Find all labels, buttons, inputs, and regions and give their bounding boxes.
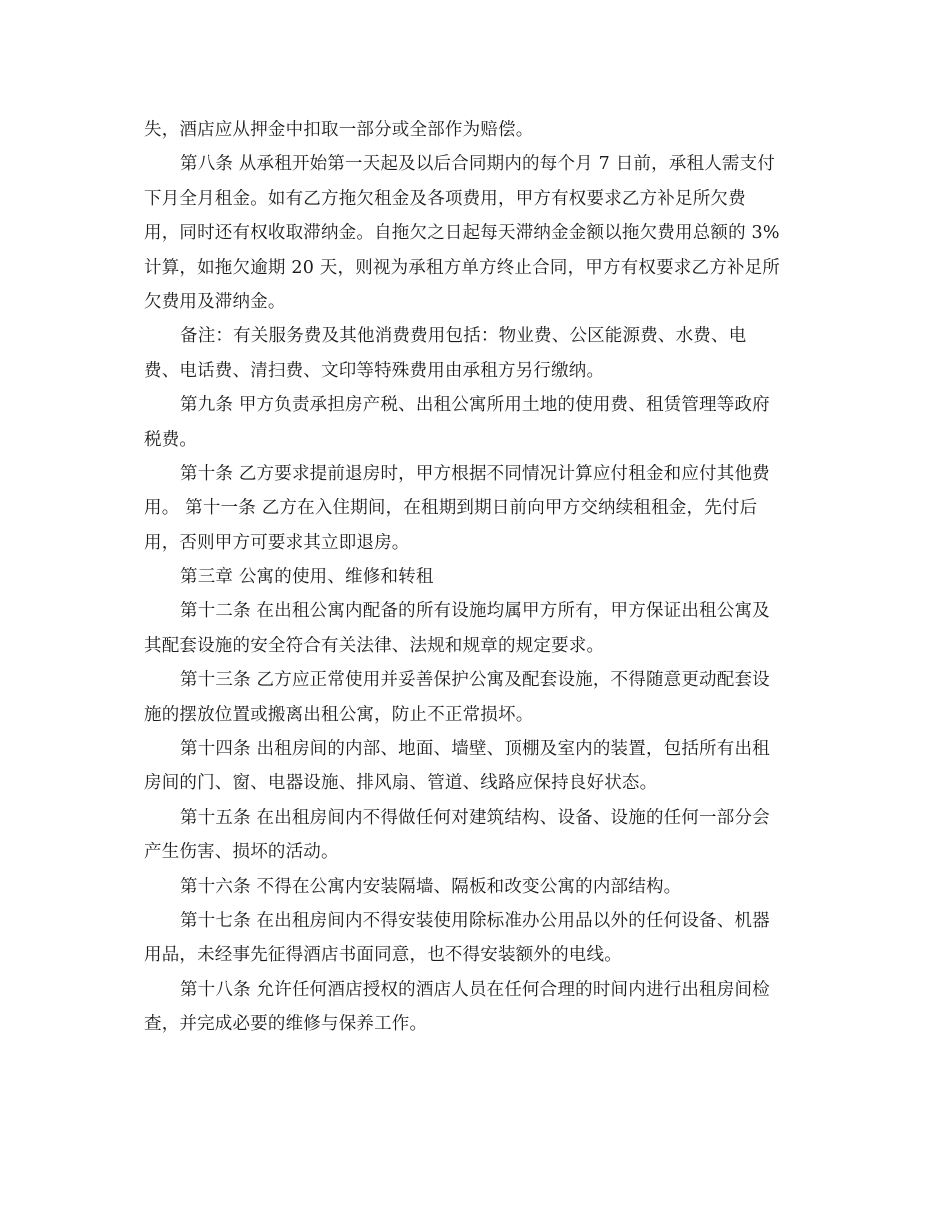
article-14-line: 第十四条 出租房间的内部、地面、墙壁、顶棚及室内的装置，包括所有出租 bbox=[180, 739, 770, 760]
text-line: 其配套设施的安全符合有关法律、法规和规章的规定要求。 bbox=[144, 635, 605, 656]
article-17-line: 第十七条 在出租房间内不得安装使用除标准办公用品以外的任何设备、机器 bbox=[180, 910, 770, 931]
text-line: 用，否则甲方可要求其立即退房。 bbox=[144, 532, 410, 553]
article-18-line: 第十八条 允许任何酒店授权的酒店人员在任何合理的时间内进行出租房间检 bbox=[180, 979, 770, 1000]
article-8-line: 第八条 从承租开始第一天起及以后合同期内的每个月 7 日前，承租人需支付 bbox=[180, 154, 776, 175]
text-line: 查，并完成必要的维修与保养工作。 bbox=[144, 1014, 428, 1035]
article-15-line: 第十五条 在出租房间内不得做任何对建筑结构、设备、设施的任何一部分会 bbox=[180, 807, 770, 828]
article-10-line: 第十条 乙方要求提前退房时，甲方根据不同情况计算应付租金和应付其他费 bbox=[180, 463, 770, 484]
article-16-line: 第十六条 不得在公寓内安装隔墙、隔板和改变公寓的内部结构。 bbox=[180, 876, 682, 897]
chapter-3-heading: 第三章 公寓的使用、维修和转租 bbox=[180, 567, 434, 588]
text-line: 用。 第十一条 乙方在入住期间，在租期到期日前向甲方交纳续租租金，先付后 bbox=[144, 498, 758, 519]
text-line: 下月全月租金。如有乙方拖欠租金及各项费用，甲方有权要求乙方补足所欠费 bbox=[144, 188, 746, 209]
article-13-line: 第十三条 乙方应正常使用并妥善保护公寓及配套设施，不得随意更动配套设 bbox=[180, 670, 770, 691]
text-line: 用，同时还有权收取滞纳金。自拖欠之日起每天滞纳金金额以拖欠费用总额的 3% bbox=[144, 223, 780, 244]
article-9-line: 第九条 甲方负责承担房产税、出租公寓所用土地的使用费、租赁管理等政府 bbox=[180, 395, 770, 416]
text-line: 房间的门、窗、电器设施、排风扇、管道、线路应保持良好状态。 bbox=[144, 773, 658, 794]
text-line: 费、电话费、清扫费、文印等特殊费用由承租方另行缴纳。 bbox=[144, 360, 605, 381]
text-line: 产生伤害、损坏的活动。 bbox=[144, 842, 339, 863]
text-line: 税费。 bbox=[144, 429, 198, 450]
text-line: 欠费用及滞纳金。 bbox=[144, 291, 286, 312]
article-12-line: 第十二条 在出租公寓内配备的所有设施均属甲方所有，甲方保证出租公寓及 bbox=[180, 601, 770, 622]
text-line: 施的摆放位置或搬离出租公寓，防止不正常损坏。 bbox=[144, 704, 534, 725]
document-body bbox=[144, 113, 814, 1042]
note-line: 备注：有关服务费及其他消费费用包括：物业费、公区能源费、水费、电 bbox=[180, 326, 747, 347]
text-line: 计算，如拖欠逾期 20 天，则视为承租方单方终止合同，甲方有权要求乙方补足所 bbox=[144, 257, 780, 278]
text-line: 失，酒店应从押金中扣取一部分或全部作为赔偿。 bbox=[144, 120, 534, 140]
text-line: 用品，未经事先征得酒店书面同意，也不得安装额外的电线。 bbox=[144, 945, 622, 966]
